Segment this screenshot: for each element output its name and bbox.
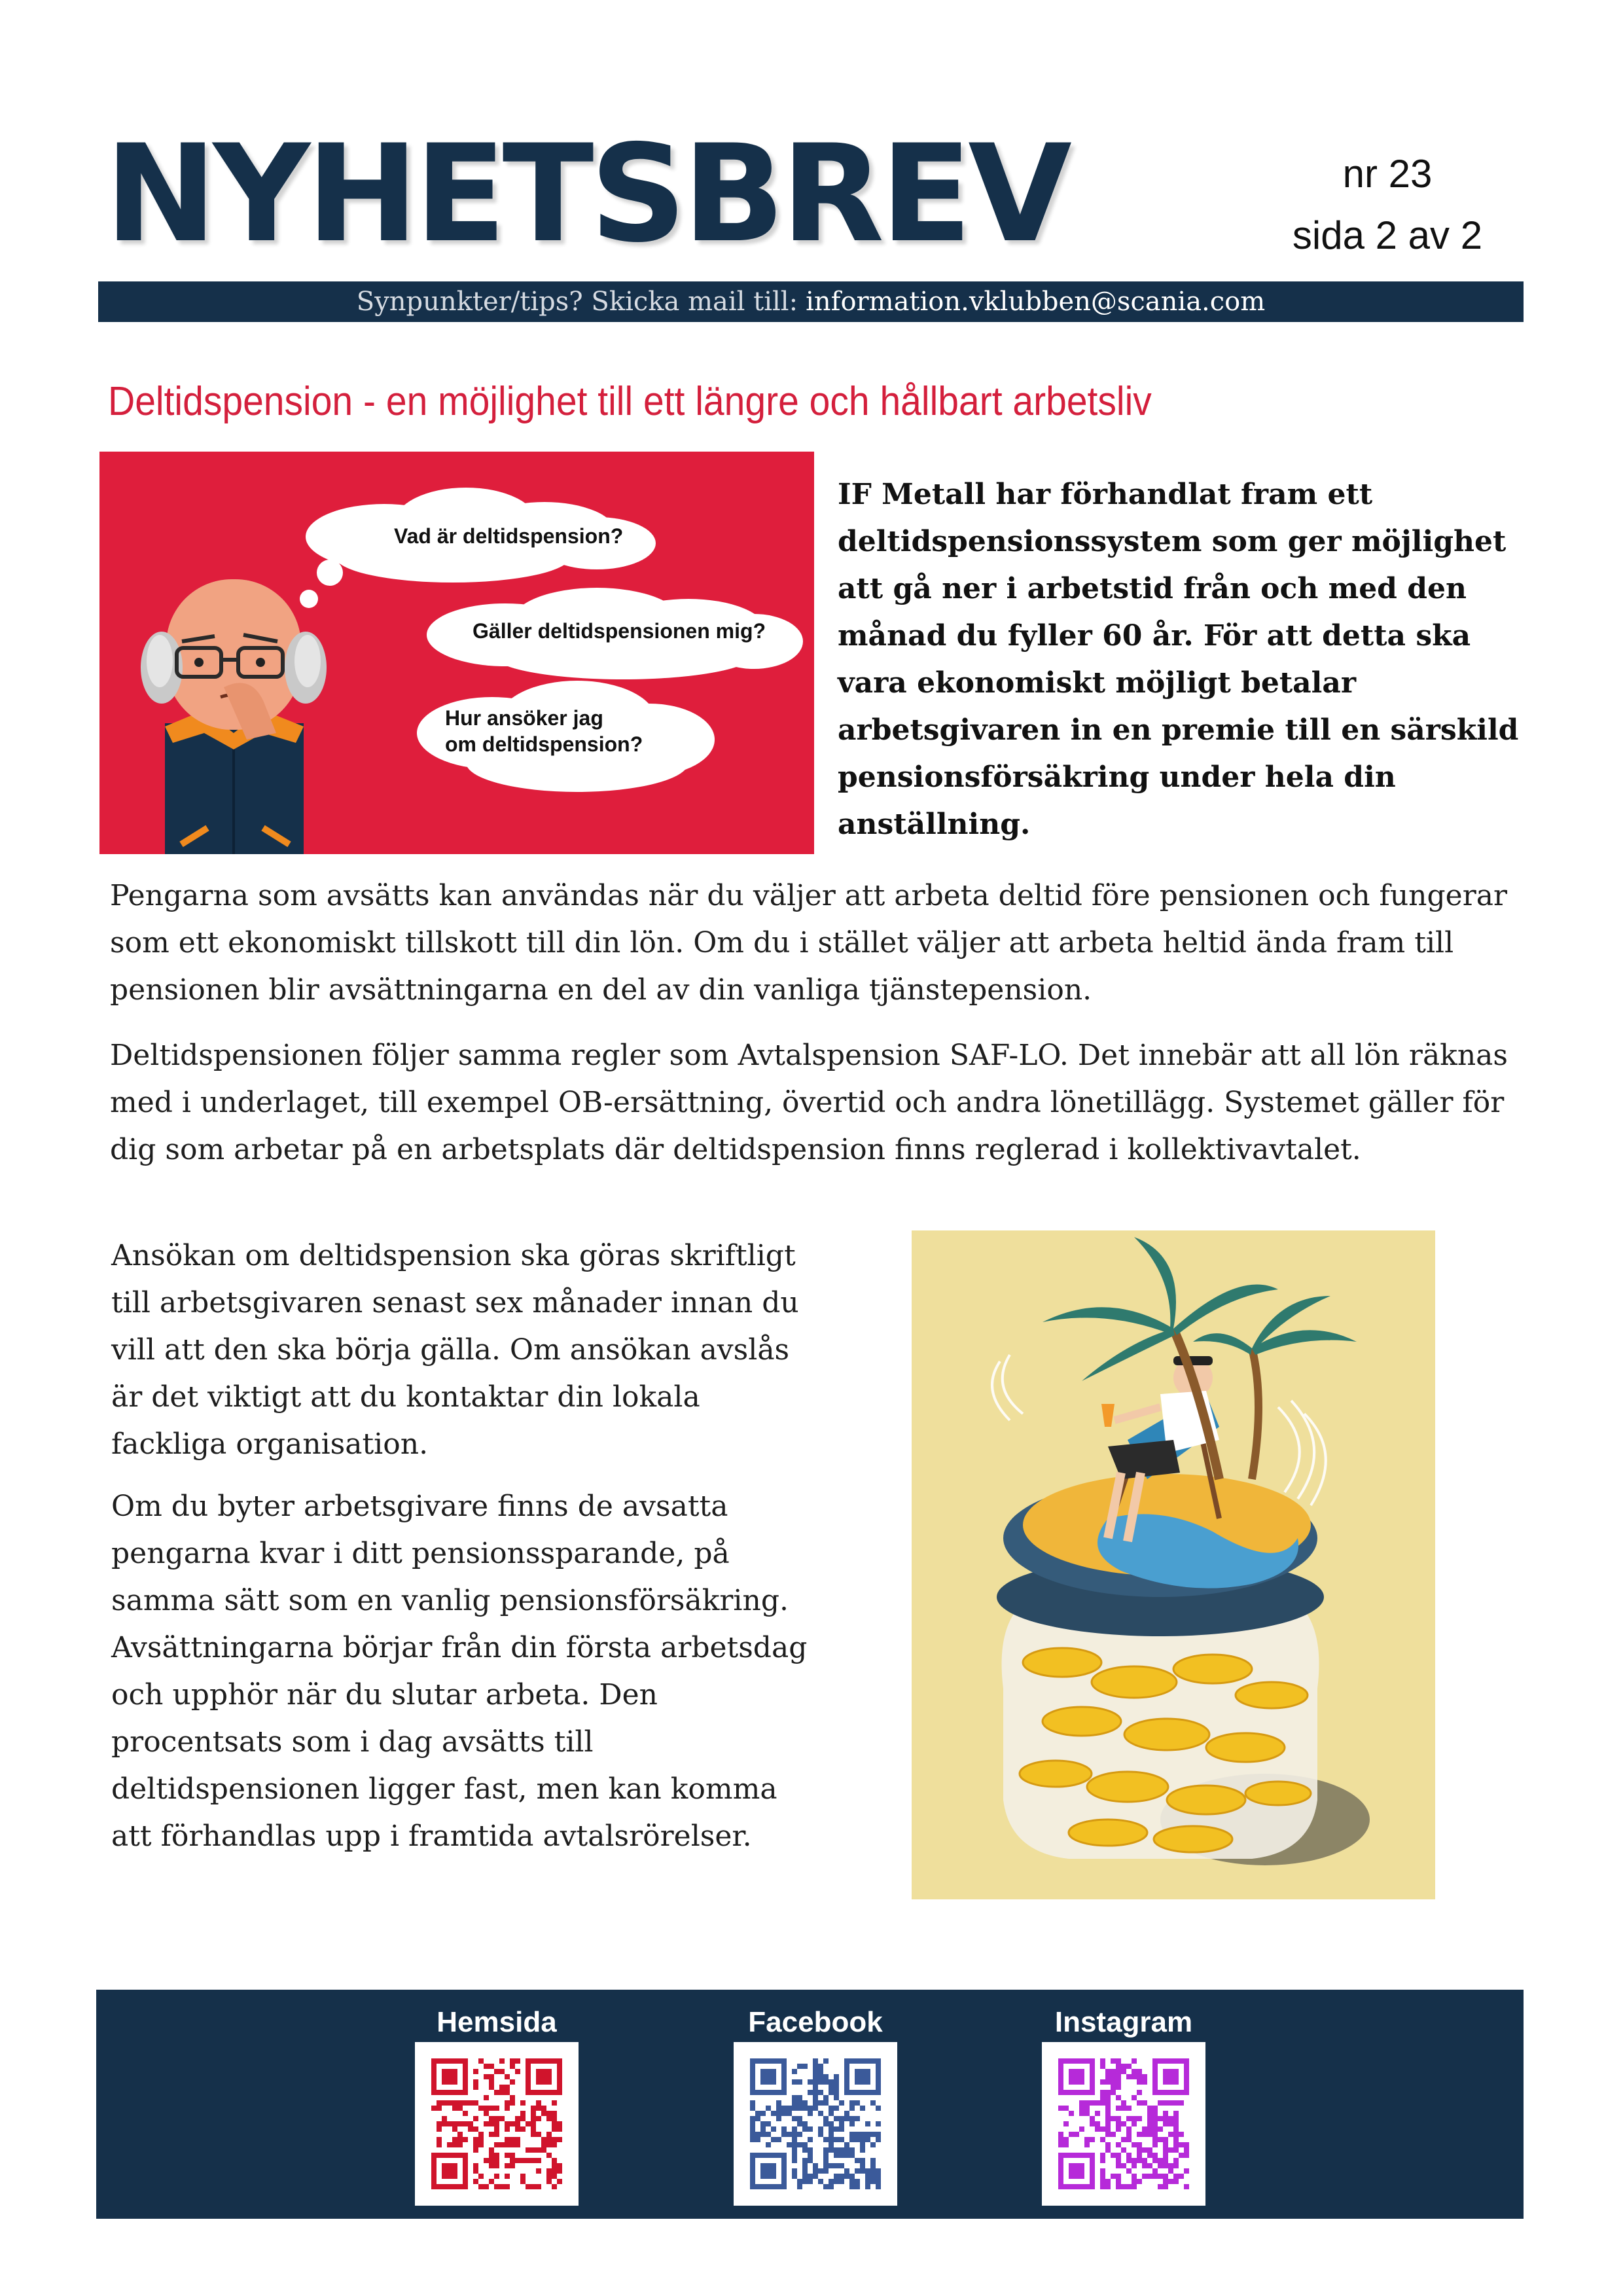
article-headline: Deltidspension - en möjlighet till ett längre och hållbart arbetsliv xyxy=(108,379,1152,424)
instagram-label: Instagram xyxy=(1054,2006,1193,2038)
article-lead: IF Metall har förhandlat fram ett deltidspensionssystem som ger möjlighet att gå ner i arbetstid från och med den månad du fyller 60 år. För att detta ska vara ekonomiskt möjligt betalar arbetsgivaren in en premie till en särskild pensionsförsäkring under hela din anställning. xyxy=(838,478,1519,841)
thinking-man-illustration xyxy=(99,452,814,854)
bubble-text-3a: Hur ansöker jag xyxy=(445,706,603,730)
homepage-qr-block[interactable] xyxy=(415,2003,579,2206)
facebook-label: Facebook xyxy=(748,2006,883,2038)
pension-savings-illustration xyxy=(912,1230,1435,1899)
issue-number: nr 23 xyxy=(1342,152,1433,196)
masthead-title: NYHETSBREV xyxy=(105,117,1068,272)
homepage-qr-code[interactable] xyxy=(415,2042,579,2206)
article-paragraph: Deltidspensionen följer samma regler som Avtalspension SAF-LO. Det innebär att all lön räknas med i underlaget, till exempel OB-ersättning, övertid och andra lönetillägg. Systemet gäller för dig som arbetar på en arbetsplats där deltidspension finns reglerad i kollektivavtalet. xyxy=(110,1039,1508,1166)
facebook-qr-block[interactable] xyxy=(734,2003,897,2206)
article-paragraph: Om du byter arbetsgivare finns de avsatta pengarna kvar i ditt pensionssparande, på samma sätt som en vanlig pensionsförsäkring. Avsättningarna börjar från din första arbetsdag och upphör när du slutar arbeta. Den procentsats som i dag avsätts till deltidspensionen ligger fast, men kan komma att förhandlas upp i framtida avtalsrörelser. xyxy=(111,1490,808,1853)
instagram-qr-code[interactable] xyxy=(1042,2042,1205,2206)
bubble-text-1: Vad är deltidspension? xyxy=(394,524,624,548)
article-paragraph: Pengarna som avsätts kan användas när du väljer att arbeta deltid före pensionen och fungerar som ett ekonomiskt tillskott till din lön. Om du i stället väljer att arbeta heltid ända fram till pensionen blir avsättningarna en del av din vanliga tjänstepension. xyxy=(110,879,1508,1007)
page-indicator: sida 2 av 2 xyxy=(1292,213,1483,257)
article-paragraph: Ansökan om deltidspension ska göras skriftligt till arbetsgivaren senast sex månader innan du vill att den ska börja gälla. Om ansökan avslås är det viktigt att du kontaktar din lokala fackliga organisation. xyxy=(111,1239,799,1461)
instagram-qr-block[interactable] xyxy=(1042,2003,1205,2206)
homepage-label: Hemsida xyxy=(437,2006,557,2038)
footer-links-bar xyxy=(96,1990,1524,2219)
bubble-text-3b: om deltidspension? xyxy=(445,732,643,756)
facebook-qr-code[interactable] xyxy=(734,2042,897,2206)
bubble-text-2: Gäller deltidspensionen mig? xyxy=(473,619,766,643)
contact-label: Synpunkter/tips? Skicka mail till: xyxy=(356,287,798,317)
contact-email-link[interactable]: information.vklubben@scania.com xyxy=(806,287,1266,317)
contact-bar xyxy=(98,281,1524,322)
